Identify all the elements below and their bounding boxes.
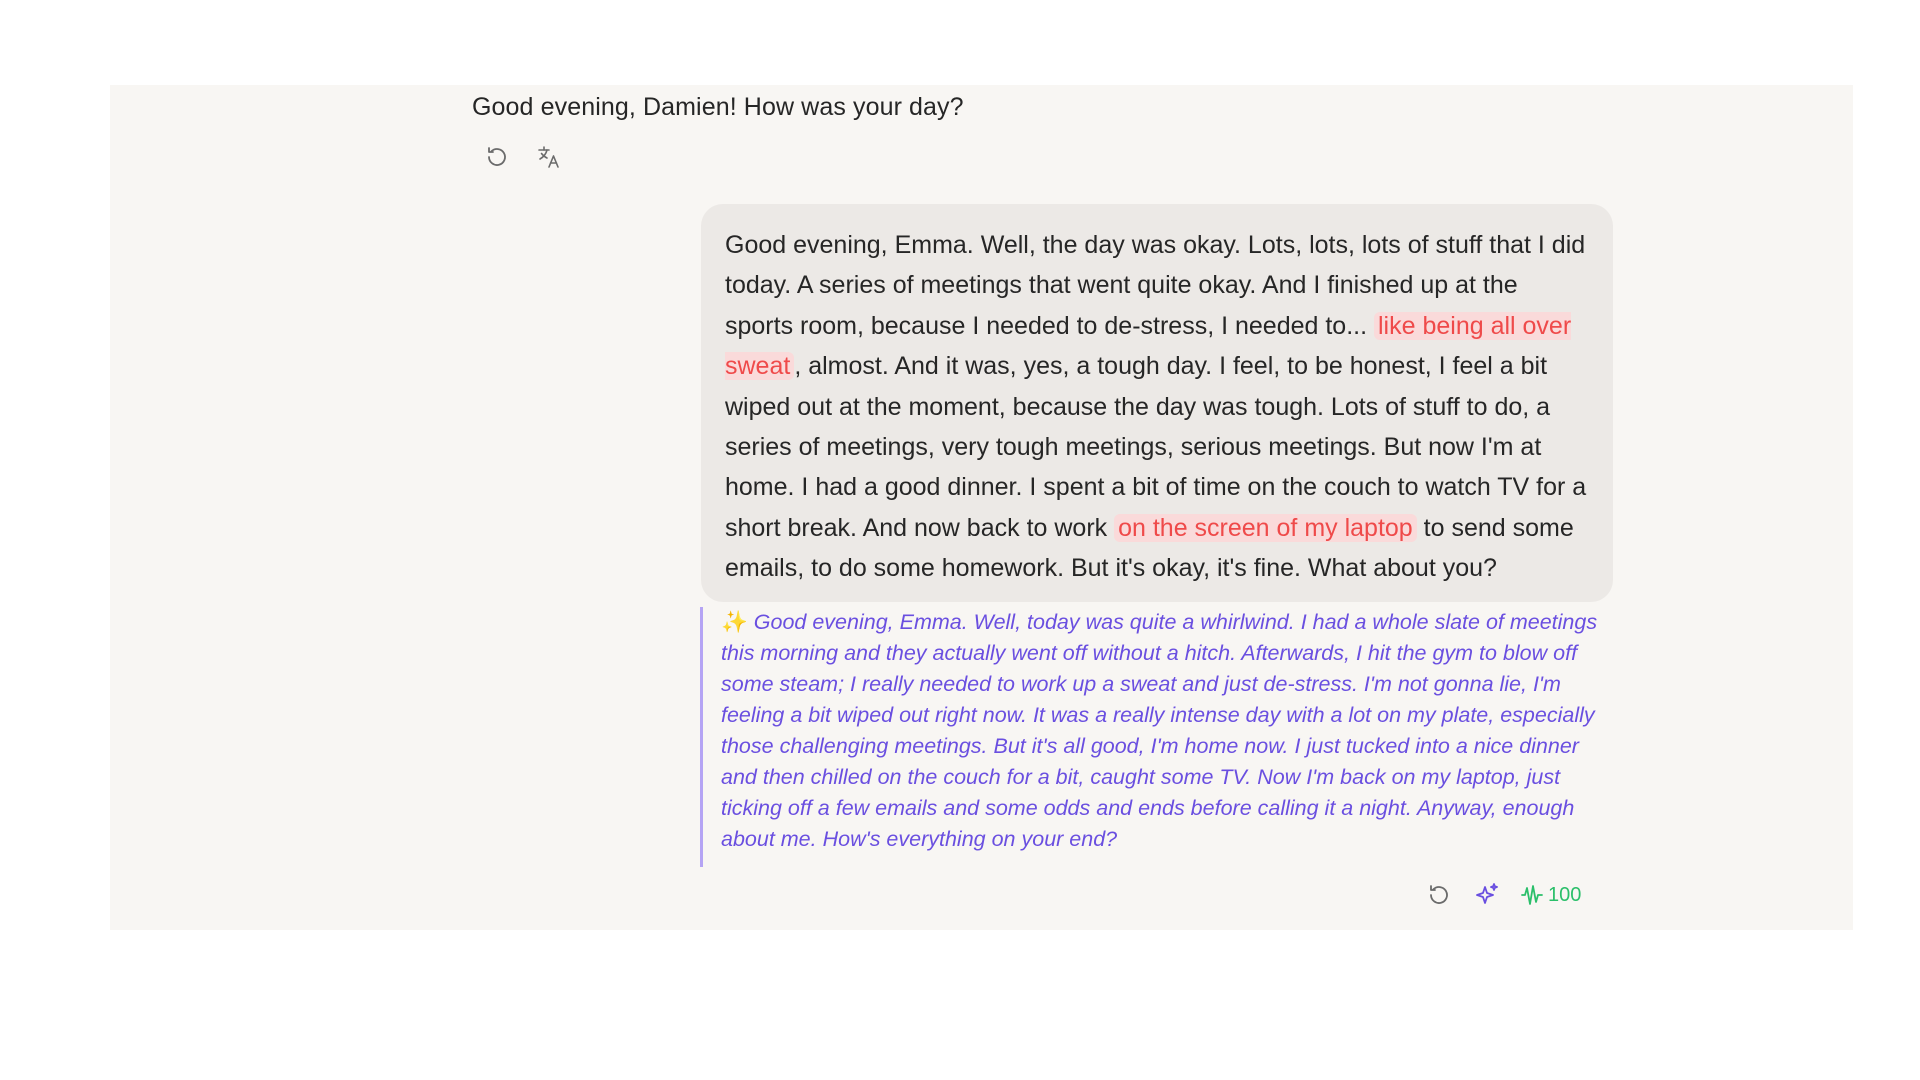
user-message-text: , almost. And it was, yes, a tough day. I feel, to be honest, I feel a bit wiped out at the moment, because the day was tough. Lots of stuff to do, a series of meetings, very tough meetings, serious meetings. But now I'm at home. I had a good dinner. I spent a bit of time on the couch to watch TV for a short break. And now back to work — [725, 352, 1587, 542]
improved-suggestion — [700, 607, 1600, 867]
user-message-bubble — [701, 204, 1613, 602]
audio-wave-icon — [1520, 883, 1544, 907]
user-message-text: to send some emails, to do some homework. But it's okay, it's fine. What about you? — [725, 513, 1574, 583]
retry-button[interactable] — [482, 142, 512, 172]
suggestion-text: Good evening, Emma. Well, today was quite a whirlwind. I had a whole slate of meetings this morning and they actually went off without a hitch. Afterwards, I hit the gym to blow off some steam; I really needed to work up a sweat and just de-stress. I'm not gonna lie, I'm feeling a bit wiped out right now. It was a really intense day with a lot on my plate, especially those challenging meetings. But it's all good, I'm home now. I just tucked into a nice dinner and then chilled on the couch for a bit, caught some TV. Now I'm back on my laptop, just ticking off a few emails and some odds and ends before calling it a night. Anyway, enough about me. How's everything on your end? — [721, 610, 1598, 851]
improve-button[interactable] — [1472, 880, 1502, 910]
translate-icon — [536, 144, 562, 170]
sparkles-icon: ✨ — [721, 610, 748, 634]
highlighted-phrase[interactable]: like being all over sweat — [725, 311, 1572, 381]
retry-button[interactable] — [1424, 880, 1454, 910]
ai-message-actions — [482, 142, 564, 172]
sparkle-icon — [1474, 882, 1500, 908]
pronunciation-score[interactable] — [1520, 883, 1581, 907]
user-message-actions — [1424, 879, 1581, 911]
retry-icon — [485, 145, 509, 169]
ai-message-text: Good evening, Damien! How was your day? — [472, 93, 964, 121]
translate-button[interactable] — [534, 142, 564, 172]
score-value: 100 — [1548, 883, 1582, 906]
retry-icon — [1427, 883, 1451, 907]
user-message-text: Good evening, Emma. Well, the day was okay. Lots, lots, lots of stuff that I did today. A series of meetings that went quite okay. And I finished up at the sports room, because I needed to de-stress, I needed to... — [725, 231, 1586, 340]
highlighted-phrase[interactable]: on the screen of my laptop — [1114, 514, 1417, 542]
